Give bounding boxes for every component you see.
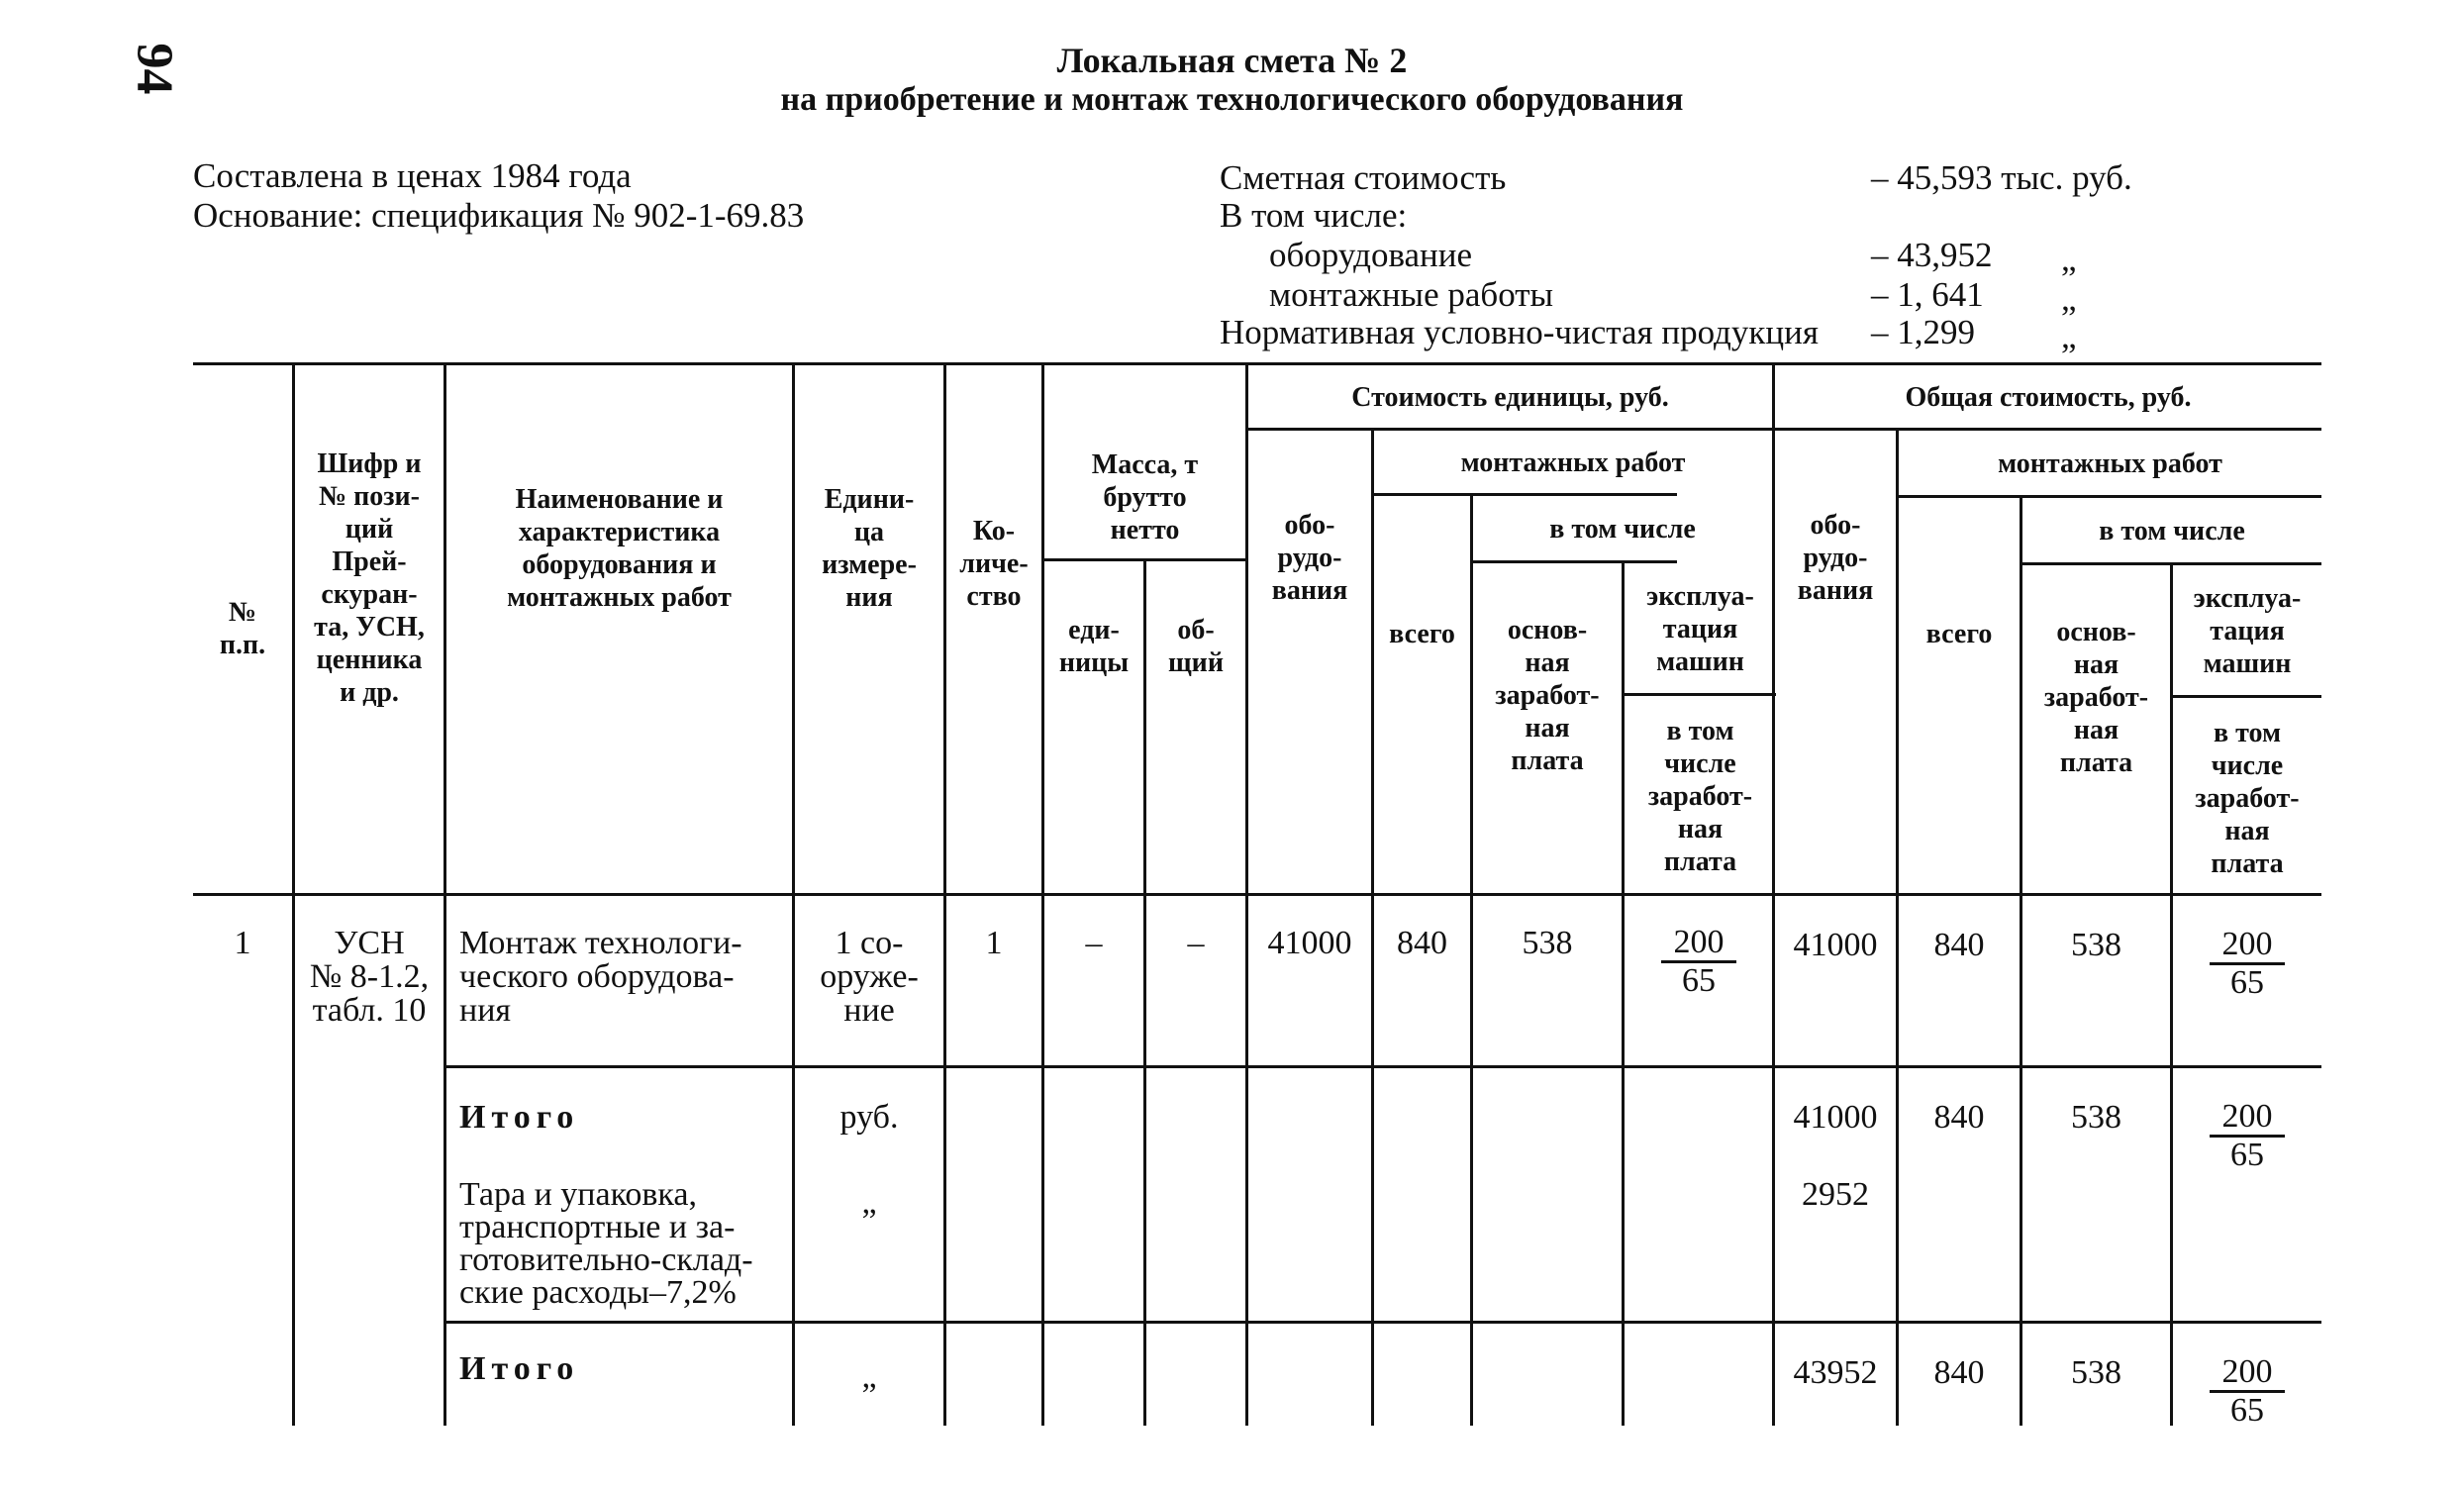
header-line xyxy=(1371,493,1677,496)
header-line xyxy=(1245,428,2321,431)
row-unit-all: 840 xyxy=(1397,925,1447,961)
col-border xyxy=(1896,428,1899,1426)
header-total-incl: в том числе xyxy=(2099,515,2245,546)
page-number: 94 xyxy=(126,43,183,95)
row-total-all: 840 xyxy=(1933,927,1985,963)
packing-unit: „ xyxy=(861,1184,877,1221)
fraction-numerator: 200 xyxy=(1661,925,1736,963)
row-separator xyxy=(444,1321,2321,1324)
header-qty: Ко- личе- ство xyxy=(959,516,1029,612)
row-code: УСН № 8-1.2, табл. 10 xyxy=(309,925,430,1029)
fraction-numerator: 200 xyxy=(2210,1099,2285,1138)
meta-value-estimate: – 45,593 тыс. руб. xyxy=(1871,158,2132,197)
total-label: Итого xyxy=(459,1350,580,1387)
row-name: Монтаж технологи- ческого оборудова- ния xyxy=(459,925,742,1029)
header-total-base-pay: основ- ная заработ- ная плата xyxy=(2043,617,2149,778)
subtotal-total-base-pay: 538 xyxy=(2071,1099,2121,1136)
header-mass-total: об- щий xyxy=(1168,615,1224,678)
ditto-mark: „ xyxy=(2061,317,2077,355)
meta-label-installation: монтажные работы xyxy=(1269,275,1554,314)
fraction-denominator: 65 xyxy=(2230,964,2264,1001)
header-code: Шифр и № пози- ций Прей- скуран- та, УСН, ценника и др. xyxy=(314,448,425,708)
total-total-all: 840 xyxy=(1933,1354,1985,1391)
packing-total-equipment: 2952 xyxy=(1802,1176,1869,1213)
row-total-base-pay: 538 xyxy=(2071,927,2121,963)
header-total-machines-pay: в том числе заработ- ная плата xyxy=(2195,718,2300,879)
subtotal-unit: руб. xyxy=(839,1099,899,1136)
header-line xyxy=(1896,495,2321,498)
row-unit-machines-fraction xyxy=(1661,925,1736,999)
header-total-equipment: обо- рудо- вания xyxy=(1797,510,1874,606)
header-num: № п.п. xyxy=(219,597,266,660)
header-unit-incl: в том числе xyxy=(1549,513,1696,545)
row-total-equipment: 41000 xyxy=(1793,927,1878,963)
subtotal-total-all: 840 xyxy=(1933,1099,1985,1136)
header-line xyxy=(1470,560,1677,563)
header-total-installation: монтажных работ xyxy=(1998,447,2222,479)
meta-value-net-product: – 1,299 xyxy=(1871,313,1975,351)
total-total-base-pay: 538 xyxy=(2071,1354,2121,1391)
row-unit: 1 со- оруже- ние xyxy=(820,925,919,1029)
total-machines-fraction xyxy=(2210,1354,2285,1429)
fraction-numerator: 200 xyxy=(2210,1354,2285,1393)
header-unit-base-pay: основ- ная заработ- ная плата xyxy=(1495,615,1600,776)
fraction-denominator: 65 xyxy=(1682,962,1716,999)
header-unit-machines-pay: в том числе заработ- ная плата xyxy=(1647,716,1753,877)
meta-label-including: В том числе: xyxy=(1220,196,1408,235)
page-subtitle: на приобретение и монтаж технологического оборудования xyxy=(780,81,1684,118)
row-separator xyxy=(444,1065,2321,1068)
subtotal-total-equipment: 41000 xyxy=(1793,1099,1878,1136)
header-unit-cost: Стоимость единицы, руб. xyxy=(1351,381,1669,413)
header-total-all: всего xyxy=(1925,618,1993,649)
basis-line: Основание: спецификация № 902-1-69.83 xyxy=(193,196,805,235)
row-mass-total: – xyxy=(1187,925,1205,961)
fraction-denominator: 65 xyxy=(2230,1392,2264,1429)
header-unit: Едини- ца измере- ния xyxy=(822,484,917,613)
fraction-denominator: 65 xyxy=(2230,1137,2264,1173)
row-total-machines-fraction xyxy=(2210,927,2285,1001)
ditto-mark: „ xyxy=(2061,279,2077,318)
subtotal-machines-fraction xyxy=(2210,1099,2285,1173)
meta-label-equipment: оборудование xyxy=(1269,236,1473,274)
meta-label-net-product: Нормативная условно-чистая продукция xyxy=(1220,313,1819,351)
header-total-cost: Общая стоимость, руб. xyxy=(1905,381,2192,413)
header-unit-installation: монтажных работ xyxy=(1460,446,1686,478)
page-title: Локальная смета № 2 xyxy=(1056,41,1408,80)
header-bottom-border xyxy=(193,893,2321,896)
packing-label: Тара и упаковка, транспортные и за- готовительно-склад- ские расходы–7,2% xyxy=(459,1176,753,1311)
meta-label-estimate: Сметная стоимость xyxy=(1220,158,1507,197)
total-unit: „ xyxy=(861,1358,877,1395)
meta-value-installation: – 1, 641 xyxy=(1871,275,1984,314)
prices-year-line: Составлена в ценах 1984 года xyxy=(193,156,632,195)
header-mass: Масса, т брутто нетто xyxy=(1091,448,1199,546)
row-qty: 1 xyxy=(985,925,1003,961)
meta-value-equipment: – 43,952 xyxy=(1871,236,1993,274)
table-top-border xyxy=(193,362,2321,365)
header-unit-equipment: обо- рудо- вания xyxy=(1271,510,1348,606)
row-num: 1 xyxy=(234,925,251,961)
header-line xyxy=(2170,695,2321,698)
ditto-mark: „ xyxy=(2061,240,2077,278)
header-mass-unit: еди- ницы xyxy=(1058,615,1130,678)
header-total-machines: эксплуа- тация машин xyxy=(2193,582,2302,679)
row-mass-unit: – xyxy=(1085,925,1103,961)
fraction-numerator: 200 xyxy=(2210,927,2285,965)
header-line xyxy=(1622,693,1776,696)
row-unit-equipment: 41000 xyxy=(1267,925,1352,961)
subtotal-label: Итого xyxy=(459,1099,580,1136)
header-unit-all: всего xyxy=(1389,618,1455,649)
total-total-equipment: 43952 xyxy=(1793,1354,1878,1391)
row-unit-base-pay: 538 xyxy=(1522,925,1573,961)
header-name: Наименование и характеристика оборудования и монтажных работ xyxy=(507,484,732,613)
header-unit-machines: эксплуа- тация машин xyxy=(1646,580,1754,677)
